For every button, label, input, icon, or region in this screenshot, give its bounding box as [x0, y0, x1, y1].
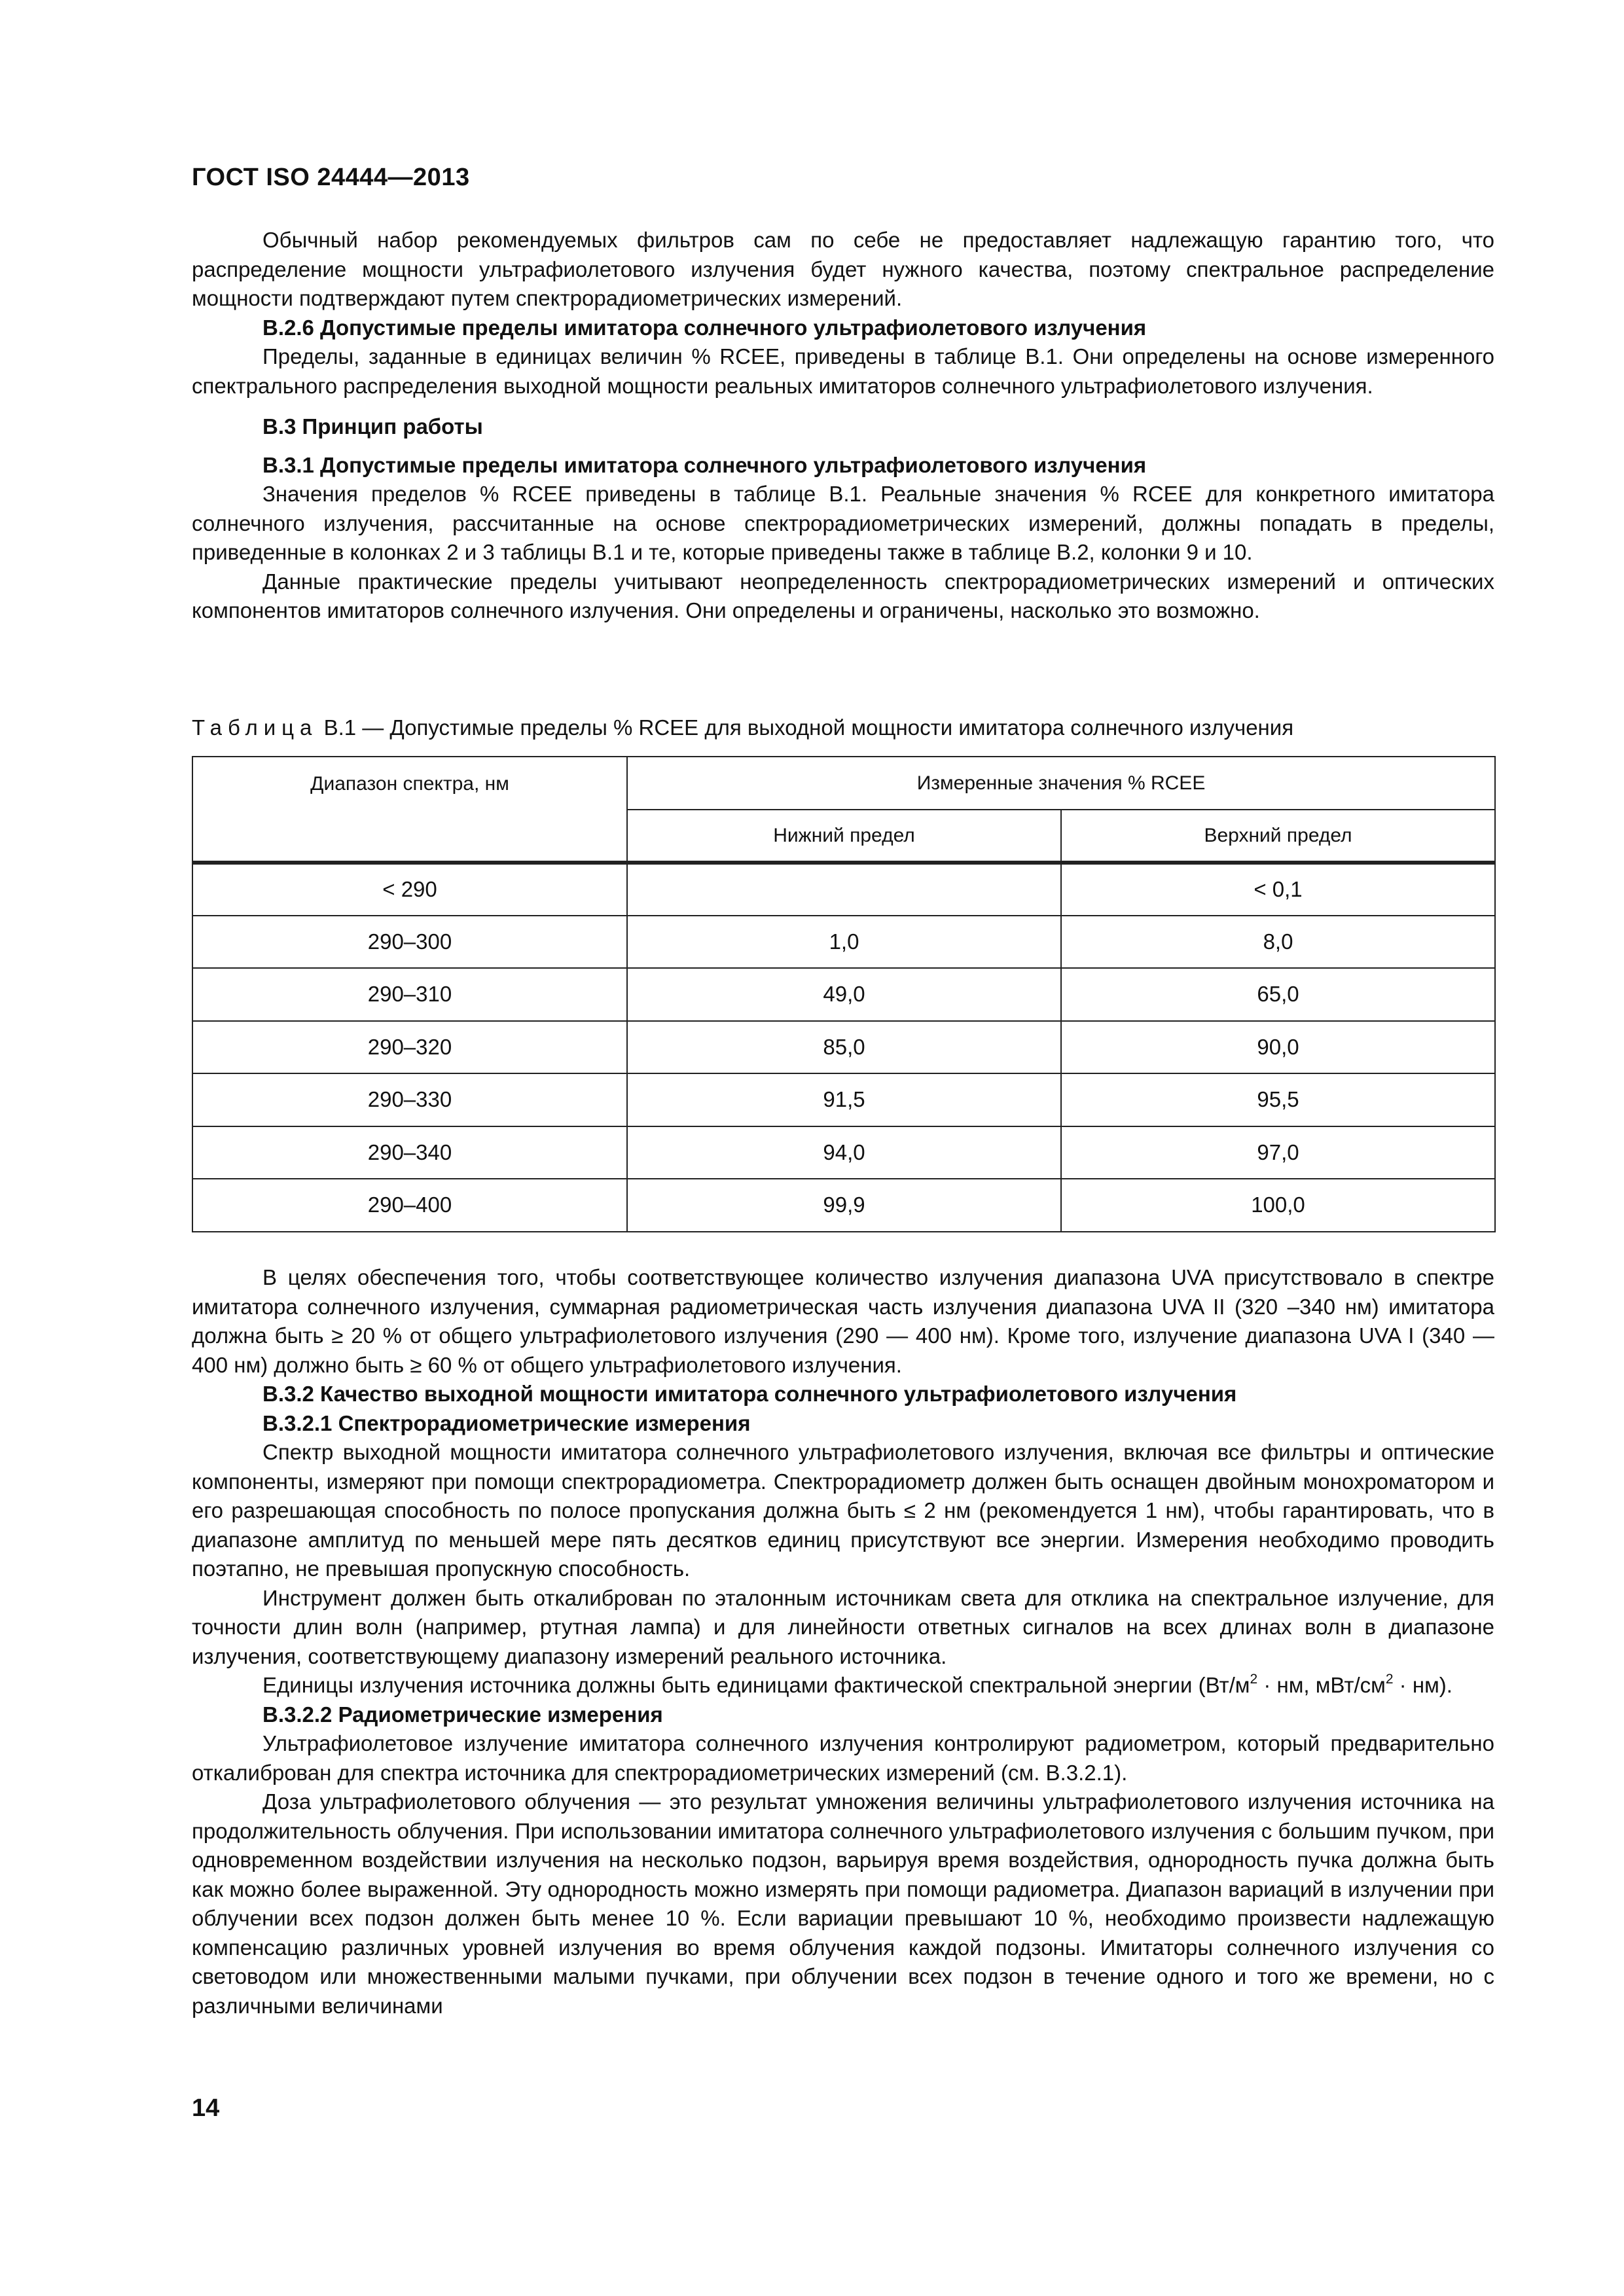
- col-header-upper: Верхний предел: [1061, 810, 1495, 863]
- cell-range: 290–320: [192, 1021, 627, 1074]
- intro-paragraph: Обычный набор рекомендуемых фильтров сам по себе не предоставляет надлежащую гарантию того, что распределение мощности ультрафиолетового излучения будет нужного качества, поэтому спектральное распределение мощности подтверждают путем спектрорадиометрических измерений.: [192, 228, 1494, 310]
- section-b321-units: [192, 1671, 1494, 1700]
- section-b321-heading: В.3.2.1 Спектрорадиометрические измерения: [262, 1410, 751, 1435]
- cell-upper: < 0,1: [1061, 863, 1495, 916]
- table-row: [192, 863, 1495, 916]
- cell-upper: 95,5: [1061, 1073, 1495, 1126]
- cell-upper: 97,0: [1061, 1126, 1495, 1179]
- table-caption-text: В.1 — Допустимые пределы % RCEE для выходной мощности имитатора солнечного излучения: [323, 715, 1294, 740]
- cell-lower: 94,0: [627, 1126, 1061, 1179]
- document-header: ГОСТ ISO 24444—2013: [192, 164, 470, 191]
- cell-range: 290–330: [192, 1073, 627, 1126]
- section-b322-heading: В.3.2.2 Радиометрические измерения: [262, 1702, 663, 1727]
- section-b322-text1: Ультрафиолетовое излучение имитатора солнечного излучения контролируют радиометром, который предварительно откалиброван для спектра источника для спектрорадиометрических измерений (см. В.3.2.1).: [192, 1731, 1494, 1785]
- cell-range: 290–310: [192, 968, 627, 1021]
- units-sup-1: 2: [1250, 1672, 1258, 1687]
- section-b3-heading: В.3 Принцип работы: [262, 414, 483, 439]
- section-b321-text1: Спектр выходной мощности имитатора солнечного ультрафиолетового излучения, включая все фильтры и оптические компоненты, измеряют при помощи спектрорадиометра. Спектрорадиометр должен быть оснащен двойным монохроматором и его разрешающая способность по полосе пропускания должна быть ≤ 2 нм (рекомендуется 1 нм), чтобы гарантировать, что в диапазоне амплитуд по меньшей мере пять десятков единиц присутствуют все энергии. Измерения необходимо проводить поэтапно, не превышая пропускную способность.: [192, 1440, 1494, 1581]
- cell-lower: 49,0: [627, 968, 1061, 1021]
- table-row: [192, 1073, 1495, 1126]
- units-sup-2: 2: [1385, 1672, 1394, 1687]
- section-b31-text2: Данные практические пределы учитывают неопределенность спектрорадиометрических измерений и оптических компонентов имитаторов солнечного излучения. Они определены и ограничены, насколько это возможно.: [192, 569, 1494, 622]
- col-header-range: Диапазон спектра, нм: [192, 757, 627, 863]
- units-text-b: · нм, мВт/см: [1257, 1673, 1386, 1697]
- cell-lower: 91,5: [627, 1073, 1061, 1126]
- cell-upper: 90,0: [1061, 1021, 1495, 1074]
- cell-range: < 290: [192, 863, 627, 916]
- cell-lower: 85,0: [627, 1021, 1061, 1074]
- section-b321-text2: Инструмент должен быть откалиброван по эталонным источникам света для отклика на спектральное излучение, для точности длин волн (например, ртутная лампа) и для линейности ответных сигналов на всех длинах волн в диапазоне излучения, соответствующему диапазону измерений реального источника.: [192, 1585, 1494, 1668]
- table-row: [192, 968, 1495, 1021]
- section-b32-heading: В.3.2 Качество выходной мощности имитатора солнечного ультрафиолетового излучения: [262, 1382, 1237, 1406]
- table-row: [192, 1126, 1495, 1179]
- section-b31-text1: Значения пределов % RCEE приведены в таблице В.1. Реальные значения % RCEE для конкретного имитатора солнечного излучения, рассчитанные на основе спектрорадиометрических измерений, должны попадать в пределы, приведенные в колонках 2 и 3 таблицы В.1 и те, которые приведены также в таблице В.2, колонки 9 и 10.: [192, 482, 1494, 564]
- table-row: [192, 916, 1495, 969]
- cell-lower: 99,9: [627, 1179, 1061, 1232]
- table-row: [192, 1021, 1495, 1074]
- table-caption: [192, 713, 1494, 742]
- cell-upper: 100,0: [1061, 1179, 1495, 1232]
- units-text-a: Единицы излучения источника должны быть единицами фактической спектральной энергии (Вт/м: [262, 1673, 1250, 1697]
- cell-lower: [627, 863, 1061, 916]
- cell-upper: 8,0: [1061, 916, 1495, 969]
- cell-range: 290–300: [192, 916, 627, 969]
- cell-lower: 1,0: [627, 916, 1061, 969]
- units-text-c: · нм).: [1393, 1673, 1453, 1697]
- page-number: 14: [192, 2094, 220, 2122]
- section-b322-text2: Доза ультрафиолетового облучения — это результат умножения величины ультрафиолетового излучения источника на продолжительность облучения. При использовании имитатора солнечного ультрафиолетового излучения с большим пучком, при одновременном воздействии излучения на несколько подзон, варьируя время воздействия, однородность пучка должна быть как можно более выраженной. Эту однородность можно измерять при помощи радиометра. Диапазон вариаций в излучении при облучении всех подзон должен быть менее 10 %. Если вариации превышают 10 %, необходимо произвести надлежащую компенсацию различных уровней излучения во время облучения каждой подзоны. Имитаторы солнечного излучения со световодом или множественными малыми пучками, при облучении всех подзон в течение одного и того же времени, но с различными величинами: [192, 1789, 1494, 2018]
- section-b26-text: Пределы, заданные в единицах величин % RCEE, приведены в таблице В.1. Они определены на основе измеренного спектрального распределения выходной мощности реальных имитаторов солнечного ультрафиолетового излучения.: [192, 344, 1494, 398]
- col-header-lower: Нижний предел: [627, 810, 1061, 863]
- cell-range: 290–340: [192, 1126, 627, 1179]
- table-caption-label: Таблица: [192, 715, 318, 740]
- table-row: [192, 1179, 1495, 1232]
- section-b26-heading: В.2.6 Допустимые пределы имитатора солнечного ультрафиолетового излучения: [262, 315, 1147, 340]
- bottom-text-block: [192, 1263, 1494, 2020]
- col-header-group: Измеренные значения % RCEE: [627, 757, 1495, 810]
- cell-upper: 65,0: [1061, 968, 1495, 1021]
- rcee-limits-table: [192, 756, 1496, 1232]
- top-text-block: [192, 226, 1494, 626]
- cell-range: 290–400: [192, 1179, 627, 1232]
- section-b31-heading: В.3.1 Допустимые пределы имитатора солнечного ультрафиолетового излучения: [262, 452, 1147, 477]
- after-table-paragraph: В целях обеспечения того, чтобы соответствующее количество излучения диапазона UVA присутствовало в спектре имитатора солнечного излучения, суммарная радиометрическая часть излучения диапазона UVA II (320 –340 нм) имитатора должна быть ≥ 20 % от общего ультрафиолетового излучения (290 — 400 нм). Кроме того, излучение диапазона UVA I (340 — 400 нм) должно быть ≥ 60 % от общего ультрафиолетового излучения.: [192, 1265, 1494, 1377]
